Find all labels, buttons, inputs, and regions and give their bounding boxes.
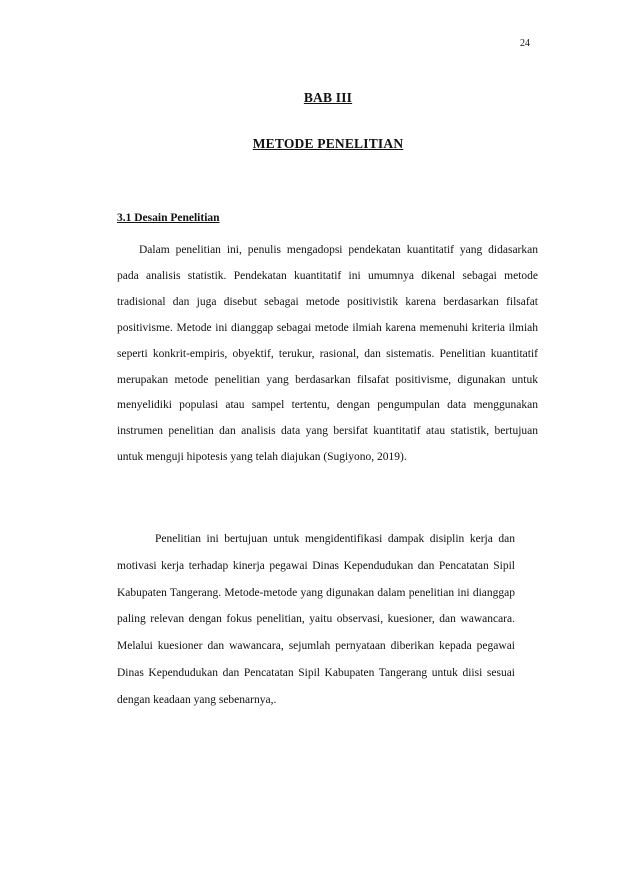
chapter-heading: BAB III xyxy=(303,90,353,105)
body-paragraph-2: Penelitian ini bertujuan untuk mengidentifikasi dampak disiplin kerja dan motivasi kerja terhadap kinerja pegawai Dinas Kependudukan dan Pencatatan Sipil Kabupaten Tangerang. Metode-metode yang digunakan dalam penelitian ini dianggap paling relevan dengan fokus penelitian, yaitu observasi, kuesioner, dan wawancara. Melalui kuesioner dan wawancara, sejumlah pernyataan diberikan kepada pegawai Dinas Kependudukan dan Pencatatan Sipil Kabupaten Tangerang untuk diisi sesuai dengan keadaan yang sebenarnya,. xyxy=(117,533,515,706)
section-heading: 3.1 Desain Penelitian xyxy=(117,212,220,224)
body-paragraph-1: Dalam penelitian ini, penulis mengadopsi pendekatan kuantitatif yang didasarkan pada analisis statistik. Pendekatan kuantitatif ini umumnya dikenal sebagai metode tradisional dan juga disebut sebagai metode positivistik karena berdasarkan filsafat positivisme. Metode ini dianggap sebagai metode ilmiah karena memenuhi kriteria ilmiah seperti konkrit-empiris, obyektif, terukur, rasional, dan sistematis. Penelitian kuantitatif merupakan metode penelitian yang berdasarkan filsafat positivisme, digunakan untuk menyelidiki populasi atau sampel tertentu, dengan pengumpulan data menggunakan instrumen penelitian dan analisis data yang bersifat kuantitatif atau statistik, bertujuan untuk menguji hipotesis yang telah diajukan (Sugiyono, 2019). xyxy=(117,244,538,464)
chapter-title: METODE PENELITIAN xyxy=(252,136,404,151)
page-number: 24 xyxy=(520,38,530,49)
